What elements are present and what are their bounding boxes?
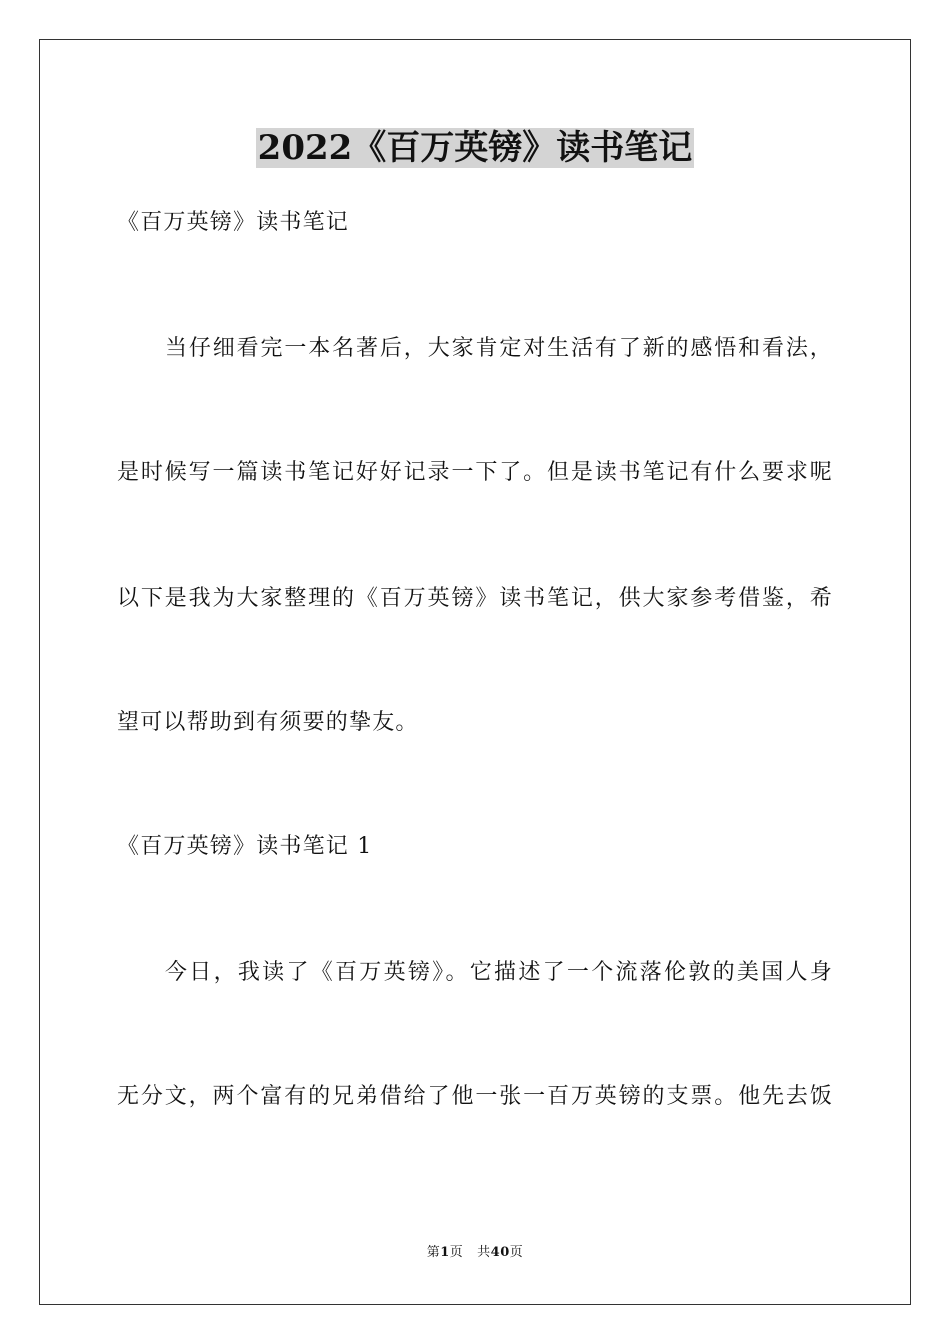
paragraph-line: 今日，我读了《百万英镑》。它描述了一个流落伦敦的美国人身 <box>165 960 833 985</box>
footer-prefix: 第 <box>426 1245 441 1260</box>
subtitle-line: 《百万英镑》读书笔记 <box>117 210 350 235</box>
footer-page-number: 1 <box>440 1245 450 1260</box>
footer-suffix: 页 <box>509 1245 524 1260</box>
paragraph-line: 是时候写一篇读书笔记好好记录一下了。但是读书笔记有什么要求呢 <box>117 460 833 485</box>
paragraph-line: 当仔细看完一本名著后，大家肯定对生活有了新的感悟和看法， <box>165 336 833 361</box>
title-text: 2022《百万英镑》读书笔记 <box>257 128 693 168</box>
paragraph-line: 以下是我为大家整理的《百万英镑》读书笔记，供大家参考借鉴，希 <box>117 586 833 611</box>
document-title <box>0 126 950 170</box>
footer-total-pages: 40 <box>490 1245 510 1260</box>
footer-mid: 页 共 <box>449 1245 491 1260</box>
paragraph-line: 无分文，两个富有的兄弟借给了他一张一百万英镑的支票。他先去饭 <box>117 1084 833 1109</box>
page-footer <box>0 1244 950 1262</box>
section-heading: 《百万英镑》读书笔记 1 <box>117 834 373 859</box>
paragraph-line: 望可以帮助到有须要的挚友。 <box>117 710 419 735</box>
